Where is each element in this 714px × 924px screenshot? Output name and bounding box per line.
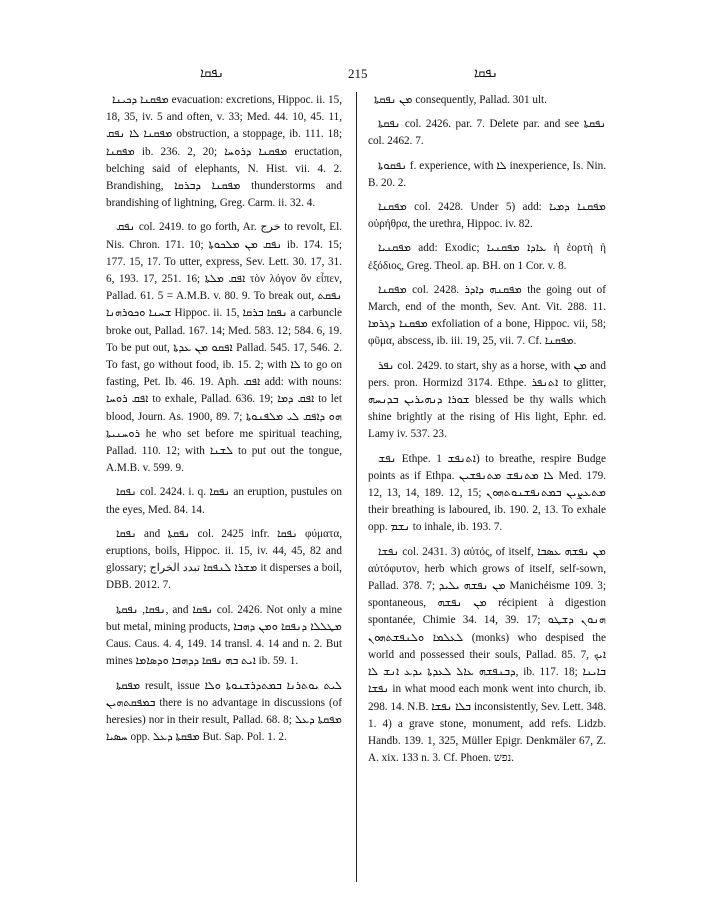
left-column (106, 92, 342, 753)
running-head-right: ܢܦܩܐ (474, 66, 498, 81)
page-number: 215 (348, 66, 368, 81)
entry-paragraph: ܢܦܩܐ and ܢܦܩܬܐ col. 2425 infr. ܢܦܩܐ φύματα, eruptions, boils, Hippoc. ii. 15, iv. 44, 45, 82 and glossary; ܡܫܪܐ ܠܢܦܩܐ تبدد الخراج it disperses a boil, DBB. 2012. 7. (106, 527, 343, 592)
entry-paragraph: ܡܦܩܬܐ result, issue ܠܝܬ ܝܘܬܪܢܐ ܒܡܬܕܪܫܢܘܬܐ ܘܠܐ ܒܡܦܩܬܗܝܢ there is no advantage in discussions (of heresies) nor in their result, Pallad. 68. 8; ܡܦܩܬܐ ܕܥܠ ܚܣܝܐ opp. ܡܦܩܬܐ ܕܥܠ But. Sap. Pol. 1. 2. (106, 679, 342, 744)
column-divider (356, 92, 357, 882)
entry-paragraph: ܢܦܪ col. 2429. to start, shy as a horse, with ܡܢ and pers. pron. Hormizd 3174. Ethpe. ܐܬܢܦܪ to glitter, ܫܘܪܐ ܕܢܗܝܪܝܢ ܒܕܢܚܗ blessed be thy walls which shine brightly at the rising of His light, Ephr. ed. Lamy iv. 537. 23. (368, 359, 606, 441)
entry-paragraph: ܡܦܩܢܐ col. 2428. Under 5) add: ܡܦܩܢܐ ܕܡܝܐ οὐρήθρα, the urethra, Hippoc. iv. 82. (368, 201, 606, 231)
right-column (368, 92, 606, 774)
entry-paragraph: ܢܦܩ col. 2419. to go forth, Ar. خرج to revolt, El. Nis. Chron. 171. 10; ܢܦܩ ܡܢ ܡܠܟܘܬܐ ib. 174. 15; 177. 15, 17. To utter, express, Sev. Lett. 30. 17, 31. 6, 193. 17, 251. 16; ܐܦܩ ܡܠܬܐ τὸν λόγον ὃν εἶπεν, Pallad. 61. 5 = A.M.B. v. 80. 9. To break out, ܢܦܩܬ ܫܚܢܐ ܘܟܘܪܗܢܐ Hippoc. ii. 15, ܢܦܩܐ ܒܪܩܐ a carbuncle broke out, Pallad. 167. 14; Med. 583. 12; 584. 6, 19. To be put out, ܐܦܩܘ ܡܢ ܥܕܬܐ Pallad. 545. 17, 546. 2. To fast, go without food, ib. 15. 2; with ܠܐ to go on fasting, Pet. Ib. 46. 19. Aph. ܐܦܩ add: with nouns: ܐܦܩ ܪܘܚܐ to exhale, Pallad. 636. 19; ܐܦܩ ܕܡܐ to let blood, Journ. As. 1900, 89. 7; ܗܘ ܕܐܦܩ ܠܝ ܡܠܦܢܘܬܐ ܪܘܚܢܝܬܐ he who set before me spiritual teaching, Pallad. 110. 12; with ܠܫܢܐ to put out the tongue, A.M.B. v. 599. 9. (106, 221, 343, 475)
entry-paragraph: ܡܦܩܢܐ ܕܟܝܢܐ evacuation: excretions, Hippoc. ii. 15, 18, 35, iv. 5 and often, v. 33; Med. 44. 10, 45. 11, ܡܦܩܢܐ ܠܐ ܢܦܩ obstruction, a stoppage, ib. 111. 18; ܡܦܩܢܐ ib. 236. 2, 20; ܡܦܩܢܐ ܕܪܘܚܐ eructation, belching said of elephants, N. Hist. vii. 4. 2. Brandishing, ܡܦܩܢܐ ܕܒܪܩܐ thunderstorms and brandishing of lightning, Greg. Carm. ii. 32. 4. (106, 94, 343, 210)
entry-paragraph: ܢܦܫ Ethpe. ܐܬܢܦܫ 1) to breathe, respire Budge points as if Ethpa. ܠܐ ܡܬܢܦܫ ܡܬܢܦܫܝܢ Med. 179. 12, 13, 14, 189. 12, 15; ܡܬܥܨܝܢ ܒܡܬܢܦܫܢܘܬܗܘܢ their breathing is laboured, ib. 190. 2, 13. To exhale opp. ܢܫܡ to inhale, ib. 193. 7. (368, 452, 607, 534)
entry-paragraph: ܢܦܩܘܬܐ f. experience, with ܠܐ inexperience, Is. Nin. B. 20. 2. (368, 159, 606, 189)
entry-paragraph: ܢܦܩܬܐ col. 2426. par. 7. Delete par. and see ܢܦܩܬܐ col. 2462. 7. (368, 118, 606, 148)
entry-paragraph: ܡܢ ܢܦܩܬܐ consequently, Pallad. 301 ult. (374, 94, 547, 106)
entry-paragraph: ܡܦܩܢܝܐ add: Exodic; ܥܐܕܐ ܡܦܩܢܝܐ ἡ ἑορτὴ ἡ ἐξόδιος, Greg. Theol. ap. BH. on 1 Cor. v. 8. (368, 242, 607, 272)
entry-paragraph: ܢܦܩܐ col. 2424. i. q. ܢܦܩܐ an eruption, pustules on the eyes, Med. 84. 14. (106, 486, 342, 516)
entry-paragraph: ܡܦܩܢܐ col. 2428. ܡܦܩܢܗ ܕܐܕܪ the going out of March, end of the month, Sev. Ant. Vit. 288. 11. ܡܦܩܢܐ ܕܓܪܡܐ exfoliation of a bone, Hippoc. vii, 58; φῦμα, abscess, ib. iii. 19, 25, vii. 7. Cf. ܡܦܩܢܐ. (368, 283, 606, 348)
running-head-left: ܢܦܩܐ (200, 66, 224, 81)
entry-paragraph: ܢܦܩܐ, ܢܦܩܬܐ, and ܢܦܩܐ col. 2426. Not only a mine but metal, mining products, ܡܛܠܠܐ ܕܢܦܩܐ ܘܡܢ ܕܗܒܐ Caus. Caus. 4. 4, 149. 14 transl. 4. 14 and n. 2. But mines ܐܝܬ ܒܗ ܢܦܩܐ ܕܕܗܒܐ ܘܕܣܐܡܐ ib. 59. 1. (106, 603, 342, 668)
entry-paragraph: ܢܦܫܐ col. 2431. 3) αὐτός, of itself, ܡܢ ܢܦܫܗ ܥܣܒܐ αὐτόφυτον, herb which grows of itself, self-sown, Pallad. 378. 7; ܡܢ ܢܦܫܗ ܝܠܝܕ Manichéisme 109. 3; spontaneous, ܡܢ ܢܦܫܗ récipient à digestion spontanée, Chimie 34. 14, 39. 17; ܗܢܘܢ ܕܫܛܘ ܠܥܠܡܐ ܘܠܢܦܫܬܗܘܢ (monks) who despised the world and possessed their souls, Pallad. 85. 7, ܐܝܟ ܕܒܢܦܫܗ ܥܐܠ ܠܥܕܬܐ ܝܕܥ ܐܢܫ ܠܐ, ib. 117. 18; ܒܐܝܢܐ ܢܦܫܐ in what mood each monk went into church, ib. 298. 14. N.B. ܒܠܐ ܢܦܫܐ inconsistently, Sev. Lett. 348. 1. 4) a grave stone, monument, add refs. Lidzb. Handb. 139. 1, 325, Müller Epigr. Denkmäler 67, Z. A. xix. 133 n. 3. Cf. Phoen. נפש. (368, 545, 606, 765)
